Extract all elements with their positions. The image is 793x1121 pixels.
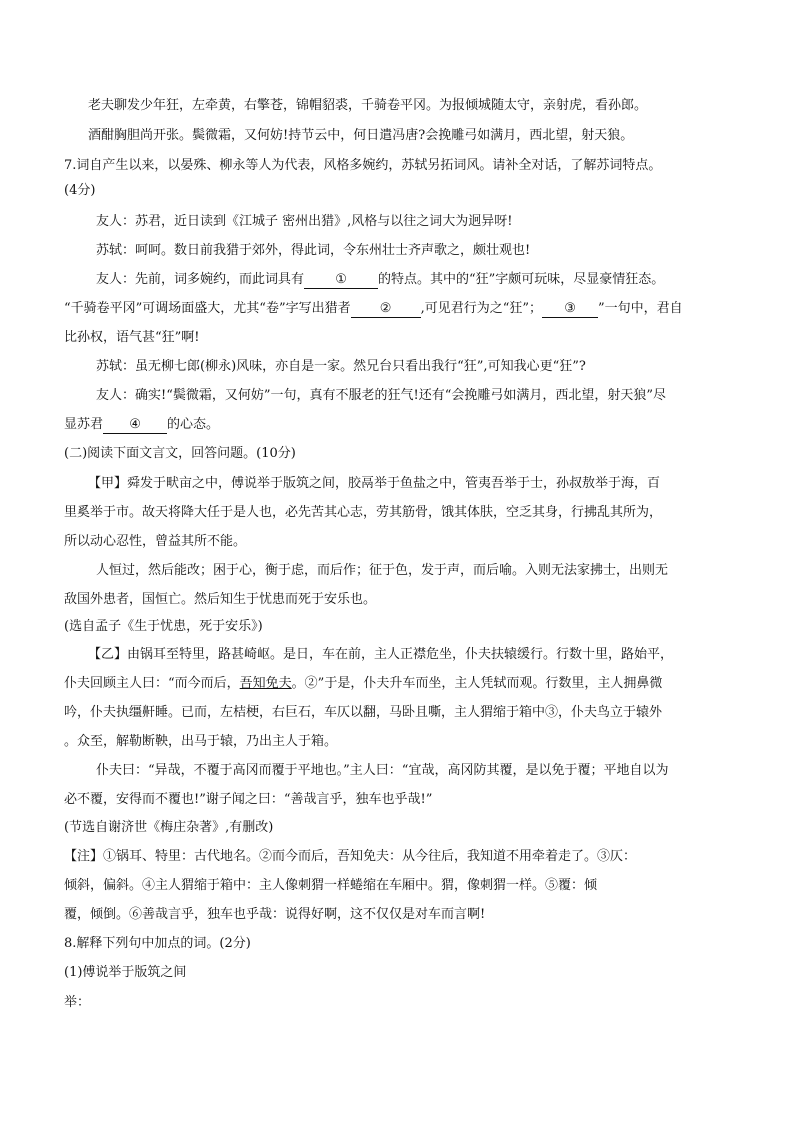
dialogue-text: 的特点。其中的“狂”字颇可玩味，尽显豪情狂态。 — [378, 272, 665, 287]
dialogue-friend-3: 友人：确实!“鬓微霜，又何妨”一句，真有不服老的狂气!还有“会挽雕弓如满月，西北望，射天狼”尽 — [96, 388, 667, 403]
passage-jia-line-4: 人恒过，然后能改；困于心，衡于虑，而后作；征于色，发于声，而后喻。入则无法家拂士，出则无 — [96, 563, 669, 578]
dialogue-friend-2 — [96, 270, 664, 290]
dialogue-text: “千骑卷平冈”可调场面盛大，尤其“卷”字写出猎者 — [64, 301, 351, 316]
passage-yi-line-1: 【乙】由锅耳至特里，路甚崎岖。是日，车在前，主人正襟危坐，仆夫扶辕缓行。行数十里，路始平， — [88, 647, 674, 662]
question-7-score: (4分) — [64, 183, 96, 198]
passage-yi-source: (节选自谢济世《梅庄杂著》,有删改) — [64, 820, 274, 835]
passage-jia-source: (选自孟子《生于忧患，死于安乐》) — [64, 619, 263, 634]
dialogue-friend-3-end — [64, 415, 219, 435]
question-8-item-1: (1)傅说举于版筑之间 — [64, 965, 187, 980]
passage-yi-line-6: 必不覆，安得而不覆也!”谢子闻之曰：“善哉言乎，独车也乎哉!” — [64, 792, 433, 807]
blank-1: ① — [304, 272, 378, 289]
passage-yi-line-4: 。众至，解勒断鞅，出马于辕，乃出主人于箱。 — [64, 734, 338, 749]
passage-jia-line-2: 里奚举于市。故天将降大任于是人也，必先苦其心志，劳其筋骨，饿其体肤，空乏其身，行拂乱其所为， — [64, 505, 663, 520]
dialogue-text: 的心态。 — [167, 417, 220, 432]
dialogue-sushi-1: 苏轼：呵呵。数日前我猎于郊外，得此词，令东州壮士齐声歌之，颇壮观也! — [96, 243, 531, 258]
notes-line-1: 【注】①锅耳、特里：古代地名。②而今而后，吾知免夫：从今往后，我知道不用牵着走了。③仄： — [64, 849, 637, 864]
blank-3: ③ — [542, 301, 598, 318]
dialogue-friend-2-cont — [64, 299, 683, 319]
underlined-phrase: 吾知免夫 — [239, 676, 292, 691]
dialogue-friend-2-end: 比孙权，语气甚“狂”啊! — [64, 330, 200, 345]
passage-jia-line-1: 【甲】舜发于畎亩之中，傅说举于版筑之间，胶鬲举于鱼盐之中，管夷吾举于士，孙叔敖举于海，百 — [88, 476, 661, 491]
poem-line-1: 老夫聊发少年狂，左牵黄，右擎苍，锦帽貂裘，千骑卷平冈。为报倾城随太守，亲射虎，看孙郎。 — [88, 98, 648, 113]
dialogue-sushi-2: 苏轼：虽无柳七郎(柳永)风味，亦自是一家。然兄台只看出我行“狂”,可知我心更“狂”? — [96, 359, 586, 374]
passage-yi-line-2 — [64, 674, 662, 694]
passage-yi-line-5: 仆夫曰：“异哉，不覆于高冈而覆于平地也。”主人曰：“宜哉，高冈防其覆，是以免于覆；平地自以为 — [96, 763, 669, 778]
question-8-stem: 8.解释下列句中加点的词。(2分) — [64, 936, 251, 951]
question-8-answer-1: 举： — [64, 995, 91, 1010]
blank-4: ④ — [103, 417, 167, 434]
dialogue-text: ,可见君行为之“狂”； — [420, 301, 543, 316]
notes-line-2: 倾斜，偏斜。④主人猬缩于箱中：主人像刺猬一样蜷缩在车厢中。猬，像刺猬一样。⑤覆：倾 — [64, 878, 598, 893]
passage-yi-line-3: 吟，仆夫执缰鼾睡。已而，左桔梗，右巨石，车仄以翻，马卧且嘶，主人猬缩于箱中③，仆夫鸟立于辕外 — [64, 705, 663, 720]
poem-line-2: 酒酣胸胆尚开张。鬓微霜，又何妨!持节云中，何日遣冯唐?会挽雕弓如满月，西北望，射天狼。 — [88, 128, 634, 143]
passage-jia-line-5: 敌国外患者，国恒亡。然后知生于忧患而死于安乐也。 — [64, 592, 377, 607]
passage-text: 仆夫回顾主人曰：“而今而后， — [64, 676, 240, 691]
passage-jia-line-3: 所以动心忍性，曾益其所不能。 — [64, 534, 247, 549]
dialogue-friend-1: 友人：苏君，近日读到《江城子 密州出猎》,风格与以往之词大为迥异呀! — [96, 214, 513, 229]
dialogue-text: ”一句中，君自 — [598, 301, 683, 316]
notes-line-3: 覆，倾倒。⑥善哉言乎，独车也乎哉：说得好啊，这不仅仅是对车而言啊! — [64, 907, 486, 922]
passage-text: 。②”于是，仆夫升车而坐，主人凭轼而观。行数里，主人拥鼻微 — [291, 676, 663, 691]
dialogue-text: 显苏君 — [64, 417, 104, 432]
dialogue-text: 友人：先前，词多婉约，而此词具有 — [96, 272, 305, 287]
section-2-heading: (二)阅读下面文言文，回答问题。(10分) — [64, 446, 296, 461]
question-7-stem: 7.词自产生以来，以晏殊、柳永等人为代表，风格多婉约，苏轼另拓词风。请补全对话，了解苏词特点。 — [64, 158, 662, 173]
blank-2: ② — [351, 301, 421, 318]
